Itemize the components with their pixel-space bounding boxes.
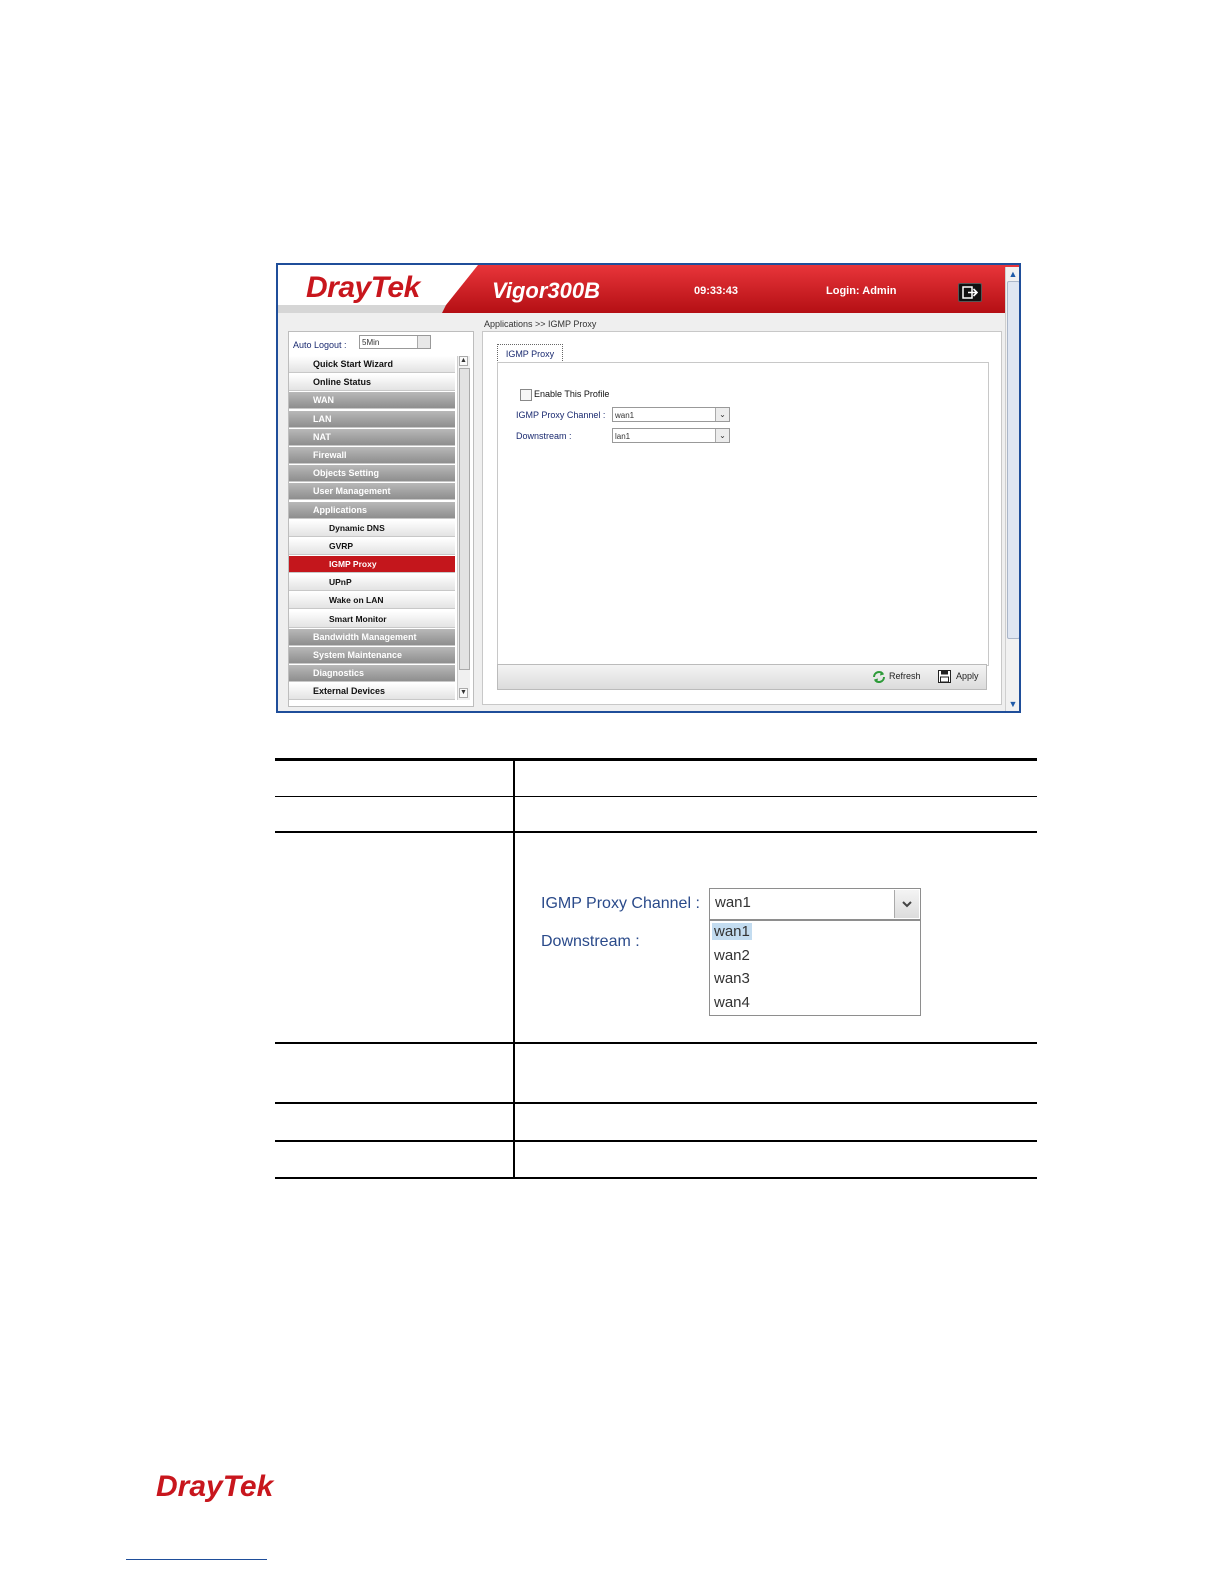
downstream-label: Downstream : [516, 431, 572, 441]
sidebar-item[interactable]: External Devices [289, 683, 455, 700]
table-rule [275, 1177, 1037, 1179]
sidebar-item[interactable]: Diagnostics [289, 665, 455, 682]
table-rule [275, 1102, 1037, 1104]
tab-igmp-proxy[interactable]: IGMP Proxy [497, 344, 563, 363]
refresh-button[interactable]: Refresh [889, 671, 921, 681]
form-area [497, 362, 989, 666]
sidebar-item[interactable]: Applications [289, 502, 455, 519]
enable-profile-label: Enable This Profile [534, 389, 610, 399]
zoom-options-list [709, 920, 921, 1016]
sidebar-scroll-thumb[interactable] [459, 368, 470, 670]
table-rule [275, 1140, 1037, 1142]
sidebar-item[interactable]: GVRP [289, 538, 455, 555]
sidebar-item[interactable]: Quick Start Wizard [289, 356, 455, 373]
dropdown-illustration [520, 872, 940, 1032]
auto-logout-value: 5Min [362, 338, 380, 347]
scroll-down-icon[interactable]: ▼ [1008, 699, 1018, 709]
sidebar-menu [289, 356, 455, 702]
dropdown-option[interactable]: wan4 [714, 994, 750, 1011]
table-rule [275, 1042, 1037, 1044]
sidebar-item[interactable]: Online Status [289, 374, 455, 391]
sidebar-item[interactable]: LAN [289, 411, 455, 428]
table-rule [275, 758, 1037, 761]
router-screenshot [276, 263, 1021, 713]
save-icon[interactable] [938, 670, 951, 683]
content-area [482, 317, 1002, 707]
sidebar-item[interactable]: WAN [289, 392, 455, 409]
zoom-channel-select[interactable] [709, 888, 921, 920]
igmp-proxy-channel-select[interactable] [612, 407, 730, 422]
logout-button[interactable] [958, 283, 982, 302]
apply-button[interactable]: Apply [956, 671, 979, 681]
dropdown-option[interactable]: wan3 [714, 970, 750, 987]
chevron-down-icon[interactable]: ⌄ [715, 429, 729, 442]
table-rule [275, 796, 1037, 797]
sidebar-item[interactable]: Dynamic DNS [289, 520, 455, 537]
sidebar-item[interactable]: Wake on LAN [289, 592, 455, 609]
zoom-channel-label: IGMP Proxy Channel : [541, 895, 700, 912]
sidebar-item[interactable]: User Management [289, 483, 455, 500]
scroll-up-icon[interactable]: ▲ [460, 357, 467, 364]
auto-logout-label: Auto Logout : [293, 340, 347, 350]
sidebar-item[interactable]: Firewall [289, 447, 455, 464]
footer-rule [126, 1559, 267, 1560]
chevron-down-icon[interactable] [417, 336, 430, 348]
chevron-down-icon[interactable] [894, 890, 919, 918]
downstream-select[interactable] [612, 428, 730, 443]
dropdown-option[interactable]: wan1 [714, 923, 750, 940]
sidebar-item[interactable]: NAT [289, 429, 455, 446]
zoom-downstream-label: Downstream : [541, 933, 640, 950]
sidebar [288, 331, 474, 707]
table-rule [275, 831, 1037, 833]
sidebar-item[interactable]: System Maintenance [289, 647, 455, 664]
sidebar-item[interactable]: IGMP Proxy [289, 556, 455, 573]
sidebar-scrollbar[interactable] [457, 356, 470, 700]
settings-panel [482, 331, 1002, 705]
clock-text: 09:33:43 [694, 285, 739, 297]
table-column-divider [513, 758, 515, 1179]
footer-draytek-logo: DrayTek [156, 1470, 274, 1503]
scroll-thumb[interactable] [1007, 281, 1020, 639]
breadcrumb: Applications >> IGMP Proxy [484, 319, 597, 329]
sidebar-item[interactable]: Objects Setting [289, 465, 455, 482]
logout-icon [962, 286, 978, 299]
enable-profile-checkbox[interactable] [520, 389, 532, 401]
chevron-down-icon[interactable]: ⌄ [715, 408, 729, 421]
header-banner [278, 265, 1019, 313]
sidebar-item[interactable]: Bandwidth Management [289, 629, 455, 646]
igmp-proxy-channel-value: wan1 [615, 411, 635, 420]
model-name: Vigor300B [492, 278, 601, 303]
sidebar-item[interactable]: Smart Monitor [289, 611, 455, 628]
login-status: Login: Admin [826, 285, 897, 297]
igmp-proxy-channel-label: IGMP Proxy Channel : [516, 410, 606, 420]
action-bar [497, 664, 987, 690]
zoom-channel-value: wan1 [715, 894, 751, 911]
dropdown-option[interactable]: wan2 [714, 947, 750, 964]
downstream-value: lan1 [615, 432, 631, 441]
draytek-logo: DrayTek [306, 271, 420, 304]
sidebar-item[interactable]: UPnP [289, 574, 455, 591]
refresh-icon[interactable] [872, 670, 886, 684]
scroll-up-icon[interactable]: ▲ [1008, 269, 1018, 279]
scroll-down-icon[interactable]: ▼ [460, 689, 467, 696]
auto-logout-select[interactable] [359, 335, 431, 349]
page-scrollbar[interactable] [1005, 267, 1020, 711]
